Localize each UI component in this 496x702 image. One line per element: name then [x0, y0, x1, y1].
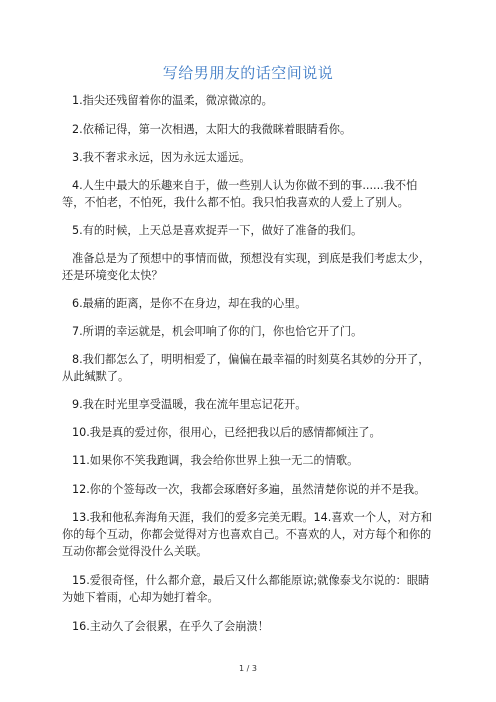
paragraph-6: 准备总是为了预想中的事情而做，预想没有实现，到底是我们考虑太少，还是环境变化太快？ [62, 252, 431, 282]
paragraph-7: 6.最痛的距离，是你不在身边，却在我的心里。 [72, 297, 307, 310]
page-title: 写给男朋友的话空间说说 [162, 64, 334, 82]
paragraph-1: 1.指尖还残留着你的温柔，微凉微凉的。 [72, 94, 273, 107]
paragraph-8: 7.所谓的幸运就是，机会叩响了你的门，你也恰它开了门。 [72, 325, 363, 338]
paragraph-11: 10.我是真的爱过你，很用心，已经把我以后的感情都倾注了。 [72, 426, 381, 439]
paragraph-10: 9.我在时光里享受温暖，我在流年里忘记花开。 [72, 398, 307, 411]
paragraph-15: 15.爱很奇怪，什么都介意，最后又什么都能原谅;就像泰戈尔说的：眼睛为她下着雨，心却为她打着伞。 [62, 574, 430, 604]
paragraph-2: 2.依稀记得，第一次相遇，太阳大的我微眯着眼睛看你。 [72, 123, 352, 136]
paragraph-14: 13.我和他私奔海角天涯，我们的爱多完美无暇。14.喜欢一个人，对方和你的每个互动，你都会觉得对方也喜欢自己。不喜欢的人，对方每个和你的互动你都会觉得没什么关联。 [62, 511, 433, 558]
paragraph-4: 4.人生中最大的乐趣来自于，做一些别人认为你做不到的事......我不怕等，不怕老，不怕死，我什么都不怕。我只怕我喜欢的人爱上了别人。 [62, 179, 418, 209]
paragraph-16: 16.主动久了会很累，在乎久了会崩溃！ [72, 620, 269, 633]
paragraph-13: 12.你的个签每改一次，我都会琢磨好多遍，虽然清楚你说的并不是我。 [72, 483, 426, 496]
page-indicator: 1 / 3 [239, 664, 257, 673]
paragraph-9: 8.我们都怎么了，明明相爱了，偏偏在最幸福的时刻莫名其妙的分开了，从此缄默了。 [62, 353, 430, 383]
paragraph-3: 3.我不奢求永远，因为永远太遥远。 [72, 151, 251, 164]
paragraph-5: 5.有的时候，上天总是喜欢捉弄一下，做好了准备的我们。 [72, 224, 363, 237]
paragraph-12: 11.如果你不笑我跑调，我会给你世界上独一无二的情歌。 [72, 454, 359, 467]
